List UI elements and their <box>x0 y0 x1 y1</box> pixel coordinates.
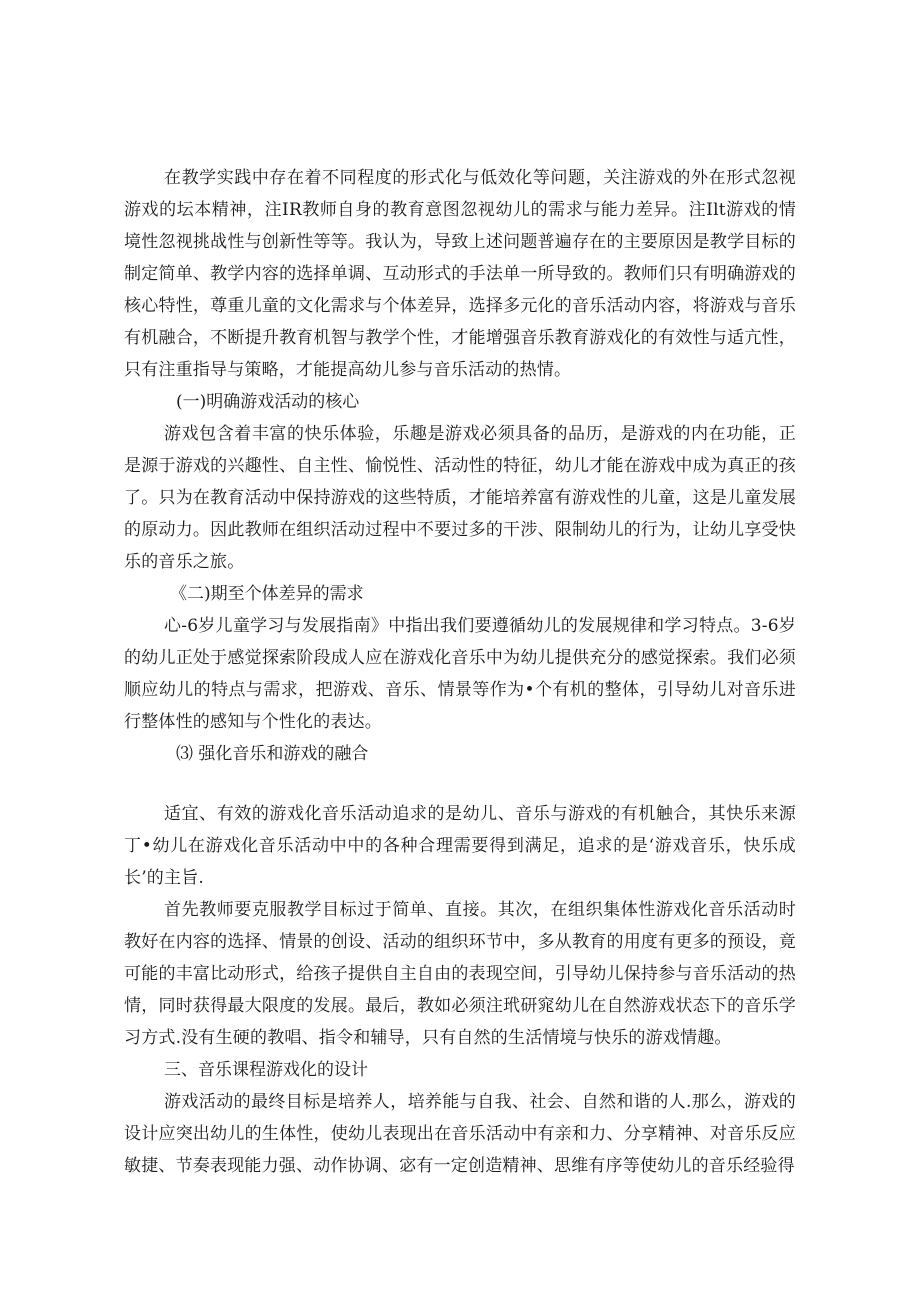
paragraph-guidelines: 心-6岁儿童学习与发展指南》中指出我们要遵循幼儿的发展规律和学习特点。3-6岁的幼儿正处于感觉探索阶段成人应在游戏化音乐中为幼儿提供充分的感觉探索。我们必须顺应幼儿的特点与需求，把游戏、音乐、情景等作为•个有机的整体，引导幼儿对音乐进行整体性的感知与个性化的表达。 <box>124 616 796 732</box>
paragraph-teacher-steps: 首先教师要克服教学目标过于简单、直接。其次，在组织集体性游戏化音乐活动时教好在内容的选择、情景的创设、活动的组织环节中，多从教育的用度有更多的预设，竟可能的丰富比动形式，给孩子提供自主自由的表现空间，引导幼儿保持参与音乐活动的热情，同时获得最大限度的发展。最后，教如必须注玳研窕幼儿在自然游戏状态下的音乐学习方式.没有生硬的教唱、指令和辅导，只有自然的生活情境与快乐的游戏情趣。 <box>124 900 796 1048</box>
heading-core-of-games: (一)明确游戏活动的核心 <box>176 392 360 412</box>
paragraph-game-goals: 游戏活动的最终目标是培养人，培养能与自我、社会、自然和谐的人.那么，游戏的设计应突出幼儿的生体性，使幼儿表现出在音乐活动中有亲和力、分享精神、对音乐反应敏捷、节奏表现能力强、动作协调、宓有一定创造精神、思维有序等使幼儿的音乐经验得 <box>124 1092 796 1176</box>
heading-course-design: 三、音乐课程游戏化的设计 <box>164 1060 368 1080</box>
paragraph-fusion: 适宜、有效的游戏化音乐活动追求的是幼儿、音乐与游戏的有机触合，其快乐来源丁•幼儿在游戏化音乐活动中中的各种合理需要得到满足，追求的是‘游戏音乐，快乐成长’的主旨. <box>124 804 796 888</box>
heading-music-game-fusion: ⑶ 强化音乐和游戏的融合 <box>176 744 369 764</box>
spacer <box>124 770 796 798</box>
heading-individual-differences: 《二)期至个体差异的需求 <box>170 584 364 604</box>
paragraph-joy-of-games: 游戏包含着丰富的快乐体验，乐趣是游戏必须具备的品历，是游戏的内在功能，正是源于游戏的兴趣性、自主性、愉悦性、活动性的特征，幼儿才能在游戏中成为真正的孩了。只为在教育活动中保持游戏的这些特质，才能培养富有游戏性的儿童，这是儿童发展的原动力。因此教师在组织活动过程中不要过多的干涉、限制幼儿的行为，让幼儿享受快乐的音乐之旅。 <box>124 424 796 572</box>
paragraph-problems: 在教学实践中存在着不同程度的形式化与低效化等问题，关注游戏的外在形式忽视游戏的坛本精神，注IR教师自身的教育意图忽视幼儿的需求与能力差异。注Ilt游戏的情境性忽视挑战性与创新性等等。我认为，导致上述问题普遍存在的主要原因是教学目标的制定简单、教学内容的选择单调、互动形式的手法单一所导致的。教师们只有明确游戏的核心特性，尊重儿童的文化需求与个体差异，选择多元化的音乐活动内容，将游戏与音乐有机融合，不断提升教育机智与教学个性，才能增强音乐教育游戏化的有效性与适亢性，只有注重指导与策略，才能提高幼儿参与音乐活动的热情。 <box>124 168 796 380</box>
document-page <box>124 162 796 1182</box>
